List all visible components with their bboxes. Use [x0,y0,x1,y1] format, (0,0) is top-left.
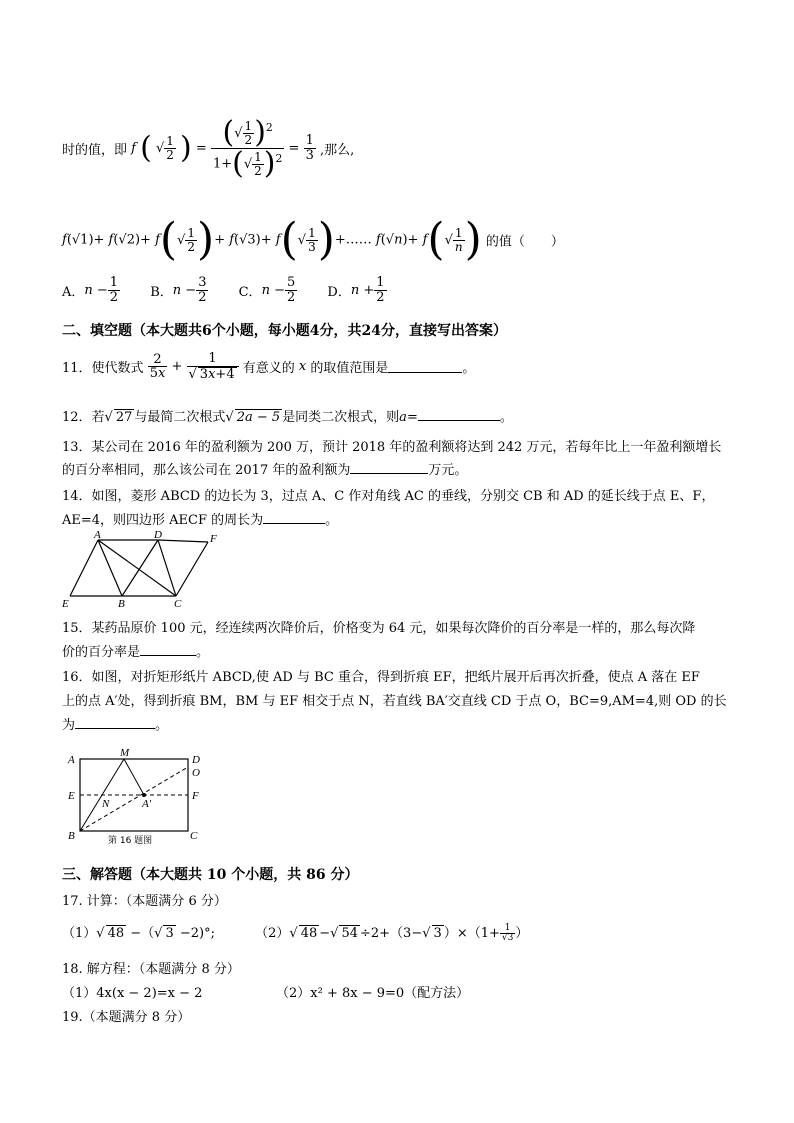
q10-sum-suffix: 的值（ ） [485,234,564,250]
label-b: B [118,598,125,610]
q10-statement: 时的值，即 f ( √ $\frac{1}{2}$ ) = (√ $\frac{1}{2}$ )$^2$ 1+(√ $\frac{1}{2}$ )$^2$ = $\frac{1}{3}$ ,那么, [62,118,354,179]
segment-ae [70,540,98,596]
label-a: A [94,530,101,541]
point-a-prime [142,793,146,797]
q10-sum: f(√1)+ f(√2)+ f(√ $\frac{1}{2}$ )+ f(√3)+ f(√ $\frac{1}{3}$ )+…… f(√n)+ f(√ $\frac{1}{n}$ ) 的值（ ） [62,218,564,262]
q16-figure [62,745,212,845]
q16-line2: 上的点 A′处，得到折痕 BM，BM 与 EF 相交于点 N，若直线 BA′交直线 CD 于点 O，BC=9,AM=4,则 OD 的长 [62,694,727,709]
label-m: M [120,747,130,759]
q10-big-fraction: (√ $\frac{1}{2}$ )$^2$ 1+(√ $\frac{1}{2}$ )$^2$ [211,118,284,179]
q14-figure [58,530,228,610]
q16-line1: 16．如图，对折矩形纸片 ABCD,使 AD 与 BC 重合，得到折痕 EF，把纸片展开后再次折叠，使点 A 落在 EF [62,670,700,685]
label-f: F [192,790,199,802]
q15-line2: 价的百分率是 。 [62,645,210,660]
q18-part2: （2）x² + 8x − 9=0（配方法） [276,986,470,1001]
q10-intro: 时的值，即 [62,143,128,158]
option-d[interactable]: D．n + $\frac{1}{2}$ [327,275,385,305]
q11-answer-blank[interactable] [388,360,462,373]
label-e: E [62,598,69,610]
label-a-prime: A′ [142,798,152,810]
q13-answer-blank[interactable] [350,461,428,474]
q17-title: 17. 计算：（本题满分 6 分） [62,894,227,909]
q19-title: 19.（本题满分 8 分） [62,1010,191,1025]
q18-part1: （1）4x(x − 2)=x − 2 [62,986,203,1001]
q17-parts [62,922,528,943]
q13-line1: 13．某公司在 2016 年的盈利额为 200 万，预计 2018 年的盈利额将达到 242 万元，若每年比上一年盈利额增长 [62,440,722,455]
figure-caption: 第 16 题图 [108,836,153,845]
q16-line3: 为 。 [62,718,169,733]
label-o: O [192,767,200,779]
q12-answer-blank[interactable] [418,408,500,421]
label-d: D [192,754,200,766]
label-d: D [154,530,162,541]
q16-answer-blank[interactable] [75,716,155,729]
q17-part1: （1）√ 48 −（√ 3 −2)°; [62,926,219,941]
label-b: B [68,830,75,842]
q15-answer-blank[interactable] [140,643,196,656]
segment-df [158,540,208,542]
q15-line1: 15．某药品原价 100 元，经连续两次降价后，价格变为 64 元，如果每次降价的百分率是一样的，那么每次降 [62,621,696,636]
label-f: F [210,533,217,545]
segment-fc [176,542,208,596]
q12: 12．若√ 27 与最简二次根式√ 2a − 5 是同类二次根式，则a= 。 [62,406,513,425]
q14-line1: 14．如图，菱形 ABCD 的边长为 3，过点 A、C 作对角线 AC 的垂线，分别交 CB 和 AD 的延长线于点 E、F， [62,489,715,504]
segment-ma [124,759,144,795]
label-a: A [68,754,75,766]
option-b[interactable]: B．n − $\frac{3}{2}$ [150,275,207,305]
q17-part2: （2）√ 48 −√ 54 ÷2+（3−√ 3 ）×（1+ $\frac{1}{√3}$ ） [255,926,528,941]
q11: 11．使代数式 $\frac{2}{5x}$ + 1 √ 3x+4 有意义的 x 的取值范围是 。 [62,352,475,381]
option-c[interactable]: C．n − $\frac{5}{2}$ [238,275,296,305]
option-a[interactable]: A．n − $\frac{1}{2}$ [62,275,119,305]
section2-title: 二、填空题（本大题共6个小题，每小题4分，共24分，直接写出答案） [62,323,507,339]
label-c: C [174,598,182,610]
q10-tail: ,那么, [320,143,355,158]
segment-dc [158,540,176,596]
q10-options [62,276,387,304]
q14-line2: AE=4，则四边形 AECF 的周长为 。 [62,513,339,528]
q18-title: 18. 解方程：（本题满分 8 分） [62,962,240,977]
section3-title: 三、解答题（本大题共 10 个小题，共 86 分） [62,867,359,883]
q13-line2: 的百分率相同，那么该公司在 2017 年的盈利额为 万元。 [62,463,468,478]
label-n: N [102,798,110,810]
q14-answer-blank[interactable] [263,511,325,524]
label-c: C [190,830,198,842]
label-e: E [68,790,75,802]
segment-bd [122,540,158,596]
